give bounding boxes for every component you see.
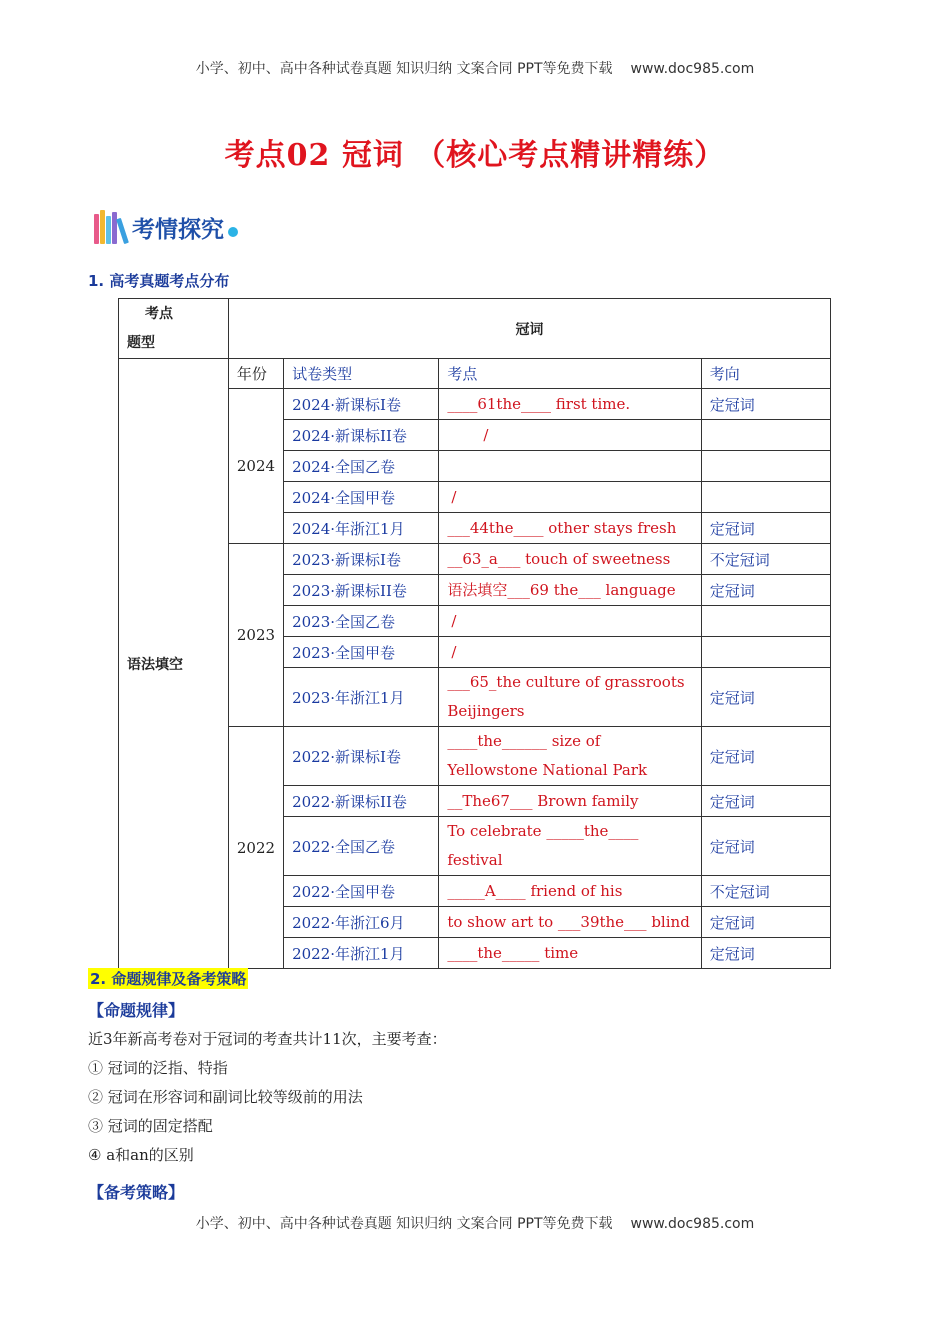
col-year-header: 年份 xyxy=(228,359,283,389)
direction-cell: 不定冠词 xyxy=(701,876,830,907)
corner-bottom: 题型 xyxy=(127,334,155,351)
page-footer xyxy=(0,1213,950,1233)
rule-label: 【命题规律】 xyxy=(88,1001,185,1020)
footer-text: 小学、初中、高中各种试卷真题 知识归纳 文案合同 PPT等免费下载 xyxy=(195,1216,613,1232)
point-answer: ___44the____ xyxy=(447,518,544,537)
year-cell: 2023 xyxy=(228,544,283,727)
column-header-row xyxy=(119,359,831,389)
paper-cell: 2022·年浙江1月 xyxy=(284,938,439,969)
direction-cell xyxy=(701,637,830,668)
point-context: time xyxy=(539,943,579,962)
point-answer: __63_a___ xyxy=(447,549,521,568)
col-point-header: 考点 xyxy=(439,359,701,389)
point-cell xyxy=(439,451,701,482)
point-context: culture of grassroots Beijingers xyxy=(447,673,685,720)
paper-cell: 2024·年浙江1月 xyxy=(284,513,439,544)
point-answer: 语法填空___69 the___ xyxy=(447,580,601,599)
point-context: friend of his xyxy=(525,881,623,900)
section1-heading: 1. 高考真题考点分布 xyxy=(88,272,230,290)
dot-icon xyxy=(228,227,238,237)
point-cell xyxy=(439,876,701,907)
rule-item-3: ③ 冠词的固定搭配 xyxy=(88,1117,213,1135)
paper-cell: 2022·全国甲卷 xyxy=(284,876,439,907)
point-answer: / xyxy=(451,642,457,661)
corner-top: 考点 xyxy=(145,305,173,322)
paper-cell: 2024·全国乙卷 xyxy=(284,451,439,482)
books-icon xyxy=(94,210,126,244)
direction-cell: 定冠词 xyxy=(701,389,830,420)
point-context: blind xyxy=(646,912,690,931)
point-context: touch of sweetness xyxy=(520,549,671,568)
point-cell xyxy=(439,513,701,544)
point-context: Brown family xyxy=(532,791,639,810)
strategy-label: 【备考策略】 xyxy=(88,1183,185,1202)
page-title: 考点02 冠词 （核心考点精讲精练） xyxy=(224,138,726,173)
paper-cell: 2022·新课标I卷 xyxy=(284,727,439,786)
direction-cell: 定冠词 xyxy=(701,727,830,786)
point-answer: to show art to ___39the___ xyxy=(447,912,647,931)
rule-item-2: ② 冠词在形容词和副词比较等级前的用法 xyxy=(88,1088,363,1106)
point-context: other stays fresh xyxy=(543,518,677,537)
point-answer: __The67___ xyxy=(447,791,533,810)
direction-cell xyxy=(701,606,830,637)
header-url[interactable]: www.doc985.com xyxy=(630,61,755,77)
direction-cell: 定冠词 xyxy=(701,907,830,938)
direction-cell: 定冠词 xyxy=(701,513,830,544)
point-cell xyxy=(439,389,701,420)
paper-cell: 2023·全国乙卷 xyxy=(284,606,439,637)
banner-text: 考情探究 xyxy=(132,216,224,243)
point-cell xyxy=(439,938,701,969)
point-context: first time. xyxy=(551,394,631,413)
point-cell xyxy=(439,817,701,876)
point-answer: ____the______ xyxy=(447,732,547,750)
point-answer: _____A____ xyxy=(447,881,526,900)
point-answer: / xyxy=(451,611,457,630)
section-banner xyxy=(94,207,238,247)
point-answer: / xyxy=(483,425,489,444)
point-context: language xyxy=(600,580,676,599)
point-answer: ____61the____ xyxy=(447,394,551,413)
point-cell xyxy=(439,606,701,637)
col-paper-header: 试卷类型 xyxy=(284,359,439,389)
paper-cell: 2024·全国甲卷 xyxy=(284,482,439,513)
corner-cell xyxy=(119,299,229,359)
footer-url[interactable]: www.doc985.com xyxy=(630,1216,755,1232)
direction-cell xyxy=(701,420,830,451)
paper-cell: 2022·新课标II卷 xyxy=(284,786,439,817)
direction-cell: 定冠词 xyxy=(701,938,830,969)
paper-cell: 2023·年浙江1月 xyxy=(284,668,439,727)
point-answer: ____the_____ xyxy=(447,943,540,962)
paper-cell: 2022·年浙江6月 xyxy=(284,907,439,938)
year-cell: 2024 xyxy=(228,389,283,544)
point-context: size of Yellowstone National Park xyxy=(447,732,648,779)
point-cell xyxy=(439,907,701,938)
paper-cell: 2023·新课标II卷 xyxy=(284,575,439,606)
direction-cell: 定冠词 xyxy=(701,668,830,727)
rule-item-4: ④ a和an的区别 xyxy=(88,1146,194,1164)
point-answer: To celebrate _____the____ festival xyxy=(447,822,639,869)
year-cell: 2022 xyxy=(228,727,283,969)
rule-item-1: ① 冠词的泛指、特指 xyxy=(88,1059,228,1077)
paper-cell: 2024·新课标II卷 xyxy=(284,420,439,451)
table-header-row xyxy=(119,299,831,359)
point-answer: / xyxy=(451,487,457,506)
point-cell xyxy=(439,544,701,575)
paper-cell: 2024·新课标I卷 xyxy=(284,389,439,420)
direction-cell xyxy=(701,482,830,513)
paper-cell: 2022·全国乙卷 xyxy=(284,817,439,876)
header-text: 小学、初中、高中各种试卷真题 知识归纳 文案合同 PPT等免费下载 xyxy=(195,61,613,77)
point-answer: ___65_the xyxy=(447,673,521,691)
direction-cell: 不定冠词 xyxy=(701,544,830,575)
direction-cell xyxy=(701,451,830,482)
point-cell xyxy=(439,727,701,786)
point-cell xyxy=(439,786,701,817)
direction-cell: 定冠词 xyxy=(701,786,830,817)
direction-cell: 定冠词 xyxy=(701,575,830,606)
exam-distribution-table xyxy=(118,298,831,969)
point-cell xyxy=(439,575,701,606)
category-cell: 语法填空 xyxy=(119,359,229,969)
paper-cell: 2023·新课标I卷 xyxy=(284,544,439,575)
point-cell xyxy=(439,420,701,451)
main-header: 冠词 xyxy=(228,299,830,359)
col-dir-header: 考向 xyxy=(701,359,830,389)
section2-heading: 2. 命题规律及备考策略 xyxy=(90,970,247,988)
rule-intro: 近3年新高考卷对于冠词的考查共计11次，主要考查： xyxy=(88,1030,447,1048)
point-cell xyxy=(439,482,701,513)
page-header xyxy=(0,58,950,78)
point-cell xyxy=(439,668,701,727)
point-cell xyxy=(439,637,701,668)
paper-cell: 2023·全国甲卷 xyxy=(284,637,439,668)
direction-cell: 定冠词 xyxy=(701,817,830,876)
